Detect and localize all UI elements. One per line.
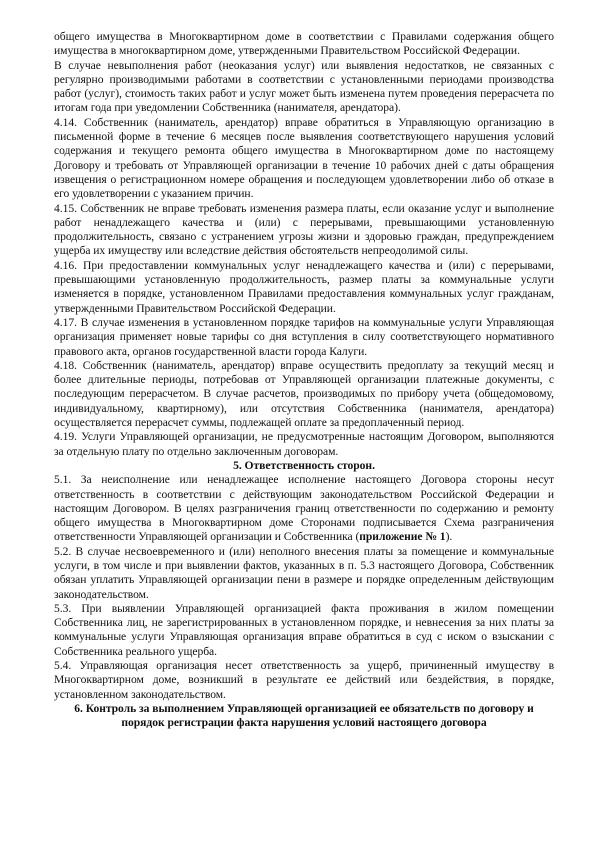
clause-5-4: 5.4. Управляющая организация несет ответственность за ущерб, причиненный имуществу в Многоквартирном доме, возникший в результате ее действий или бездействия, в порядке, установленном законодательством. [54, 659, 554, 701]
clause-4-14: 4.14. Собственник (наниматель, арендатор) вправе обратиться в Управляющую организацию в письменной форме в течение 6 месяцев после выявления соответствующего нарушения условий содержания и текущего ремонта общего имущества в Многоквартирном доме по настоящему Договору и требовать от Управляющей организации в течение 10 рабочих дней с даты обращения извещения о регистрационном номере обращения и последующем удовлетворении либо об отказе в его удовлетворении с указанием причин. [54, 115, 554, 201]
clause-4-18: 4.18. Собственник (наниматель, арендатор) вправе осуществить предоплату за текущий месяц и более длительные периоды, потребовав от Управляющей организации платежные документы, с последующим перерасчетом. В случае расчетов, производимых по прибору учета (общедомовому, индивидуальному, квартирному), или отсутствия Собственника (нанимателя, арендатора) осуществляется перерасчет суммы, подлежащей оплате за предоплаченный период. [54, 358, 554, 430]
section-6-heading: 6. Контроль за выполнением Управляющей организацией ее обязательств по договору и порядок регистрации факта нарушения условий настоящего договора [74, 701, 534, 730]
clause-4-16: 4.16. При предоставлении коммунальных услуг ненадлежащего качества и (или) с перерывами, превышающими установленную продолжительность, размер платы за коммунальные услуги изменяется в порядке, установленном Правилами предоставления коммунальных услуг гражданам, утвержденными Правительством Российской Федерации. [54, 258, 554, 315]
clause-4-15: 4.15. Собственник не вправе требовать изменения размера платы, если оказание услуг и выполнение работ ненадлежащего качества и (или) с перерывами, превышающими установленную продолжительность, связано с устранением угрозы жизни и здоровью граждан, предупреждением ущерба их имуществу или вследствие действия обстоятельств непреодолимой силы. [54, 201, 554, 258]
clause-5-1-text: 5.1. За неисполнение или ненадлежащее исполнение настоящего Договора стороны несут ответственность в соответствии с действующим законодательством Российской Федерации и настоящим Договором. В целях разграничения границ ответственности по содержанию и ремонту общего имущества в Многоквартирном доме Сторонами подписывается Схема разграничения ответственности Управляющей организации и Собственника ( [54, 473, 554, 544]
clause-5-1 [54, 473, 554, 544]
section-5-heading: 5. Ответственность сторон. [233, 458, 375, 472]
clause-4-19: 4.19. Услуги Управляющей организации, не предусмотренные настоящим Договором, выполняются за отдельную плату по отдельно заключенным договорам. [54, 430, 554, 458]
clause-4-17: 4.17. В случае изменения в установленном порядке тарифов на коммунальные услуги Управляющая организация применяет новые тарифы со дня вступления в силу соответствующего нормативного правового акта, органов государственной власти города Калуги. [54, 315, 554, 358]
clause-5-1-end: ). [445, 530, 453, 544]
paragraph-continuation: общего имущества в Многоквартирном доме в соответствии с Правилами содержания общего имущества в многоквартирном доме, утвержденными Правительством Российской Федерации. [54, 30, 554, 58]
clause-5-2: 5.2. В случае несвоевременного и (или) неполного внесения платы за помещение и коммунальные услуги, в том числе и при выявлении фактов, указанных в п. 5.3 настоящего Договора, Собственник обязан уплатить Управляющей организации пени в размере и порядке определенным действующим законодательством. [54, 544, 554, 601]
paragraph-recalculation: В случае невыполнения работ (неоказания услуг) или выявления недостатков, не связанных с регулярно производимыми работами в соответствии с установленными периодами производства работ (услуг), стоимость таких работ и услуг может быть изменена путем проведения перерасчета по итогам года при уведомлении Собственника (нанимателя, арендатора). [54, 58, 554, 115]
appendix-reference: приложение № 1 [359, 530, 446, 544]
clause-5-3: 5.3. При выявлении Управляющей организацией факта проживания в жилом помещении Собственника лиц, не зарегистрированных в установленном порядке, и невнесения за них платы за коммунальные услуги Управляющая организация вправе обратиться в суд с иском о взыскании с Собственника реального ущерба. [54, 601, 554, 658]
